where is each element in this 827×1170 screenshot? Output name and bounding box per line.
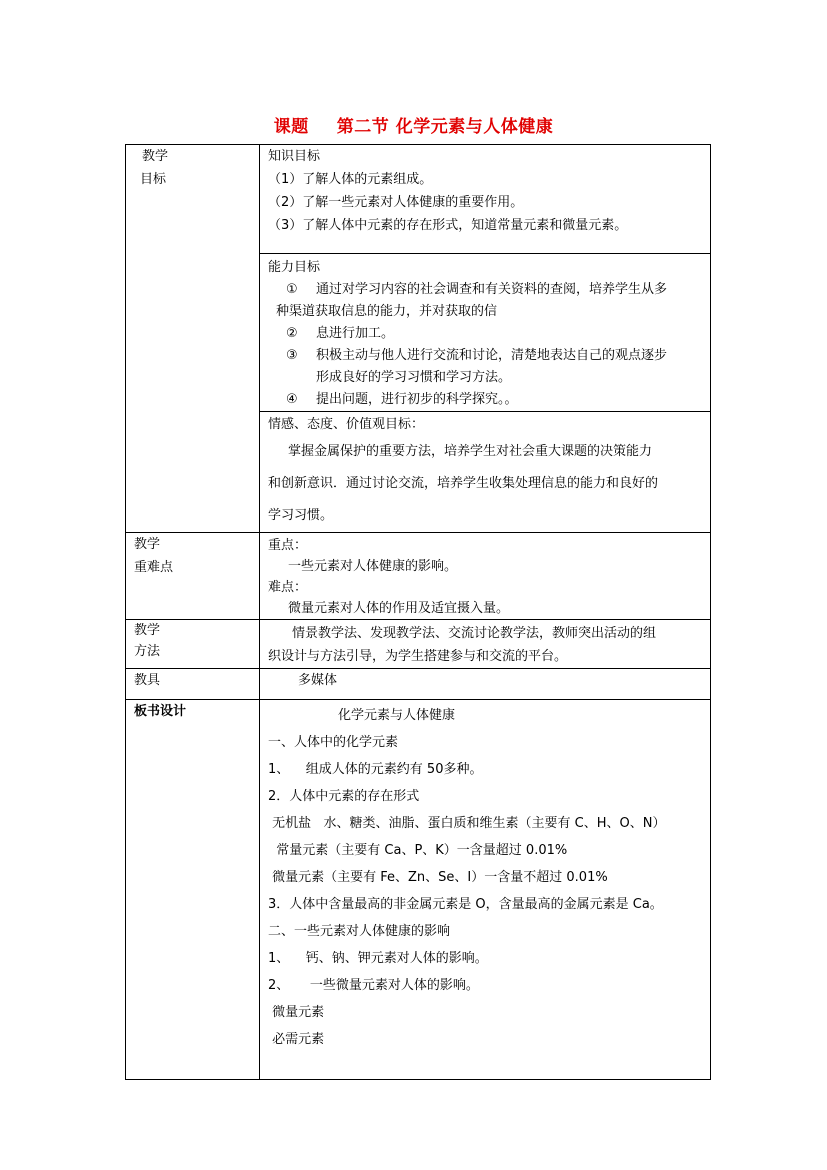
ability-item-continuation: 形成良好的学习习惯和学习方法。 <box>316 370 512 385</box>
board-cell <box>260 700 711 1080</box>
ability-item <box>268 279 704 301</box>
method-label-cell <box>126 620 260 669</box>
method-label-line2: 方法 <box>134 644 161 659</box>
method-label-line1: 教学 <box>134 623 161 638</box>
key-label-cell <box>126 533 260 620</box>
ability-item-text: 通过对学习内容的社会调查和有关资料的查阅，培养学生从多 <box>316 282 668 297</box>
ability-item <box>268 389 704 411</box>
ability-item-text: 提出问题，进行初步的科学探究。。 <box>316 392 518 407</box>
emotion-text: 掌握金属保护的重要方法，培养学生对社会重大课题的决策能力 <box>288 444 653 459</box>
board-line: 微量元素 <box>268 1005 325 1020</box>
lesson-plan-table <box>125 144 711 1080</box>
board-label-cell <box>126 700 260 1080</box>
title-main: 第二节 化学元素与人体健康 <box>336 117 554 137</box>
ability-heading: 能力目标 <box>268 260 321 275</box>
ability-item-number: ② <box>286 326 298 341</box>
method-row <box>126 620 711 669</box>
goals-label-cell <box>126 145 260 533</box>
board-line: 二、一些元素对人体健康的影响 <box>268 924 451 939</box>
board-line: 3．人体中含量最高的非金属元素是 O，含量最高的金属元素是 Ca。 <box>268 897 663 912</box>
method-text: 情景教学法、发现教学法、交流讨论教学法，教师突出活动的组 <box>292 626 657 641</box>
board-line: 1、 组成人体的元素约有 50多种。 <box>268 762 483 777</box>
ability-item-text: 积极主动与他人进行交流和讨论，清楚地表达自己的观点逐步 <box>316 348 668 363</box>
goals-label-line2: 目标 <box>140 172 167 187</box>
key-points-cell <box>260 533 711 620</box>
knowledge-item: （3）了解人体中元素的存在形式，知道常量元素和微量元素。 <box>268 218 628 233</box>
board-line: 常量元素（主要有 Ca、P、K）一含量超过 0.01% <box>268 843 568 858</box>
tools-cell <box>260 669 711 700</box>
ability-item <box>268 323 704 345</box>
ability-item-number: ③ <box>286 348 298 363</box>
knowledge-item: （1）了解人体的元素组成。 <box>268 172 433 187</box>
board-line: 一、人体中的化学元素 <box>268 735 399 750</box>
method-text: 织设计与方法引导，为学生搭建参与和交流的平台。 <box>268 649 568 664</box>
board-row <box>126 700 711 1080</box>
board-title: 化学元素与人体健康 <box>338 708 456 723</box>
ability-item-number: ④ <box>286 392 298 407</box>
board-label: 板书设计 <box>134 704 187 719</box>
ability-item-number: ① <box>286 282 298 297</box>
emotion-goals-cell <box>260 412 711 533</box>
difficulty-text: 微量元素对人体的作用及适宜摄入量。 <box>288 601 510 616</box>
goals-knowledge-row <box>126 145 711 254</box>
key-points-row <box>126 533 711 620</box>
emotion-heading: 情感、态度、价值观目标： <box>268 417 425 432</box>
board-line: 2、 一些微量元素对人体的影响。 <box>268 978 479 993</box>
emotion-text: 和创新意识．通过讨论交流，培养学生收集处理信息的能力和良好的 <box>268 476 659 491</box>
title-prefix: 课题 <box>273 117 309 137</box>
ability-item-text: 息进行加工。 <box>316 326 395 341</box>
ability-goals-cell <box>260 254 711 412</box>
board-line: 无机盐 水、糖类、油脂、蛋白质和维生素（主要有 C、H、O、N） <box>268 816 666 831</box>
key-label-line1: 教学 <box>134 537 161 552</box>
key-label-line2: 重难点 <box>134 560 174 575</box>
board-line: 1、 钙、钠、钾元素对人体的影响。 <box>268 951 488 966</box>
knowledge-goals-cell <box>260 145 711 254</box>
tools-text: 多媒体 <box>298 673 338 688</box>
method-cell <box>260 620 711 669</box>
tools-label-cell <box>126 669 260 700</box>
knowledge-item: （2）了解一些元素对人体健康的重要作用。 <box>268 195 524 210</box>
knowledge-heading: 知识目标 <box>268 149 321 164</box>
focus-heading: 重点： <box>268 538 308 553</box>
goals-label-line1: 教学 <box>142 149 169 164</box>
emotion-text: 学习习惯。 <box>268 508 334 523</box>
board-line: 微量元素（主要有 Fe、Zn、Se、I）一含量不超过 0.01% <box>268 870 608 885</box>
tools-row <box>126 669 711 700</box>
board-line: 必需元素 <box>268 1032 325 1047</box>
board-line: 2．人体中元素的存在形式 <box>268 789 420 804</box>
lesson-title <box>0 112 827 137</box>
ability-item <box>268 345 704 367</box>
difficulty-heading: 难点： <box>268 580 308 595</box>
ability-item-continuation: 种渠道获取信息的能力，并对获取的信 <box>276 304 498 319</box>
tools-label: 教具 <box>134 673 161 688</box>
focus-text: 一些元素对人体健康的影响。 <box>288 559 458 574</box>
